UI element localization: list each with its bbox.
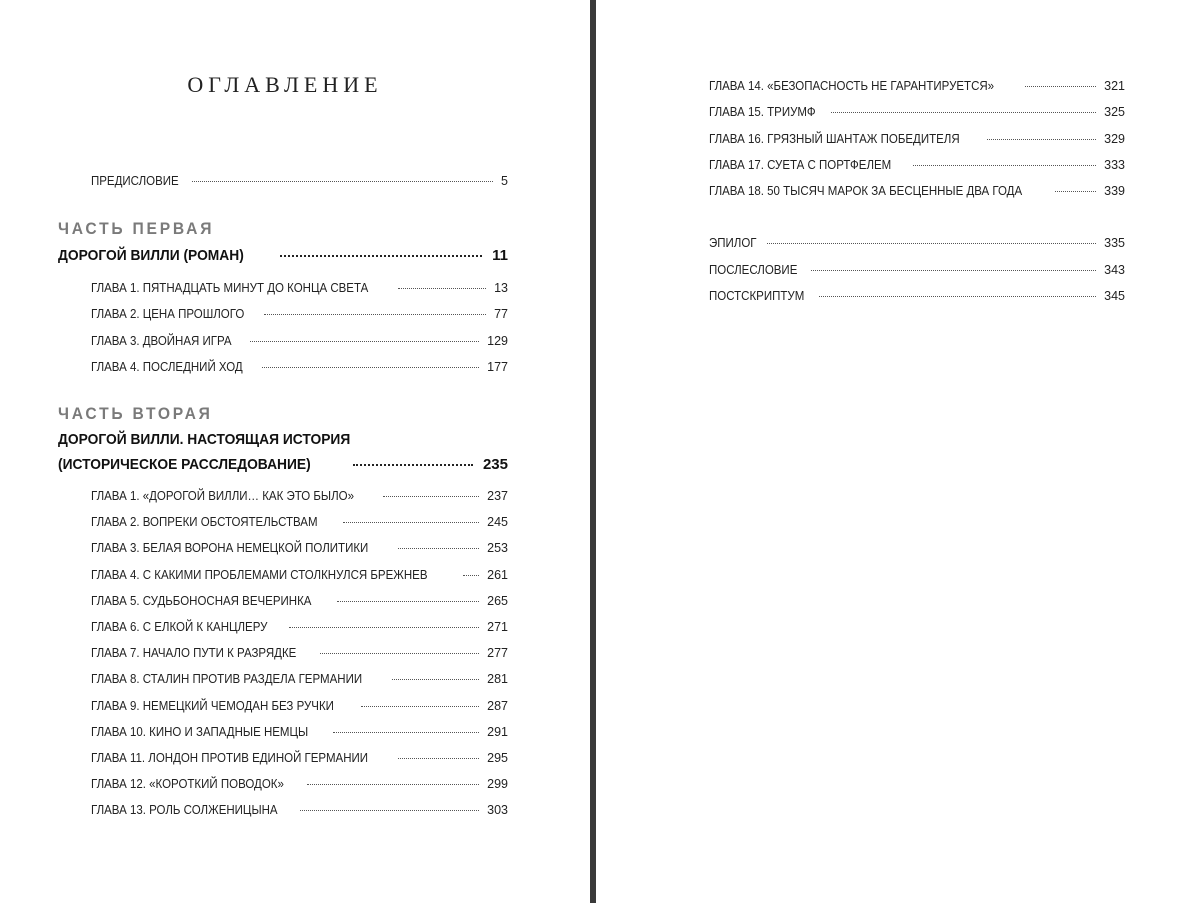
dot-leader — [767, 243, 1096, 244]
toc-entry-chapter[interactable] — [91, 334, 508, 348]
entry-page: 5 — [501, 174, 508, 188]
dot-leader — [987, 139, 1096, 140]
dot-leader — [398, 288, 486, 289]
toc-entry-chapter[interactable] — [91, 803, 508, 817]
toc-entry-chapter[interactable] — [91, 489, 508, 503]
toc-entry-chapter[interactable] — [709, 105, 1125, 119]
entry-label: ГЛАВА 3. БЕЛАЯ ВОРОНА НЕМЕЦКОЙ ПОЛИТИКИ — [91, 541, 369, 556]
entry-label: ГЛАВА 6. С ЕЛКОЙ К КАНЦЛЕРУ — [91, 620, 268, 634]
dot-leader — [1025, 86, 1096, 87]
toc-entry-chapter[interactable] — [91, 725, 508, 739]
toc-entry-chapter[interactable] — [91, 594, 508, 608]
toc-entry-chapter[interactable] — [91, 751, 508, 765]
entry-page: 235 — [482, 456, 508, 473]
toc-title: ОГЛАВЛЕНИЕ — [187, 72, 383, 97]
dot-leader — [264, 314, 486, 315]
entry-label: ГЛАВА 16. ГРЯЗНЫЙ ШАНТАЖ ПОБЕДИТЕЛЯ — [709, 131, 960, 146]
entry-page: 261 — [487, 567, 508, 582]
dot-leader — [398, 548, 479, 549]
left-page — [0, 0, 590, 903]
entry-label: ГЛАВА 13. РОЛЬ СОЛЖЕНИЦЫНА — [91, 803, 278, 818]
toc-entry-chapter[interactable] — [91, 307, 508, 321]
dot-leader — [333, 732, 479, 733]
entry-page: 281 — [487, 672, 508, 687]
entry-label: ГЛАВА 18. 50 ТЫСЯЧ МАРОК ЗА БЕСЦЕННЫЕ ДВА ГОДА — [709, 184, 1023, 199]
part-title: (ИСТОРИЧЕСКОЕ РАССЛЕДОВАНИЕ) — [58, 456, 311, 473]
toc-entry-chapter[interactable] — [91, 777, 508, 791]
entry-page: 303 — [487, 803, 508, 818]
toc-entry-chapter[interactable] — [91, 646, 508, 660]
entry-label: ГЛАВА 12. «КОРОТКИЙ ПОВОДОК» — [91, 777, 284, 792]
dot-leader — [343, 522, 479, 523]
toc-entry-chapter[interactable] — [91, 620, 508, 634]
entry-page: 325 — [1104, 105, 1125, 120]
entry-label: ГЛАВА 17. СУЕТА С ПОРТФЕЛЕМ — [709, 157, 892, 172]
toc-entry-chapter[interactable] — [91, 360, 508, 374]
toc-entry-chapter[interactable] — [91, 281, 508, 295]
entry-page: 277 — [487, 646, 508, 661]
entry-page: 299 — [487, 777, 508, 792]
toc-entry-chapter[interactable] — [91, 515, 508, 529]
toc-entry-chapter[interactable] — [91, 672, 508, 686]
dot-leader — [320, 653, 479, 654]
entry-page: 245 — [487, 515, 508, 530]
dot-leader — [300, 810, 479, 811]
entry-label: ПОСЛЕСЛОВИЕ — [709, 262, 798, 277]
entry-label: ГЛАВА 15. ТРИУМФ — [709, 105, 816, 120]
dot-leader — [289, 627, 479, 628]
dot-leader — [811, 270, 1096, 271]
entry-page: 295 — [487, 751, 508, 765]
dot-leader — [262, 367, 479, 368]
dot-leader — [337, 601, 480, 602]
entry-page: 13 — [494, 281, 508, 295]
entry-label: ГЛАВА 9. НЕМЕЦКИЙ ЧЕМОДАН БЕЗ РУЧКИ — [91, 698, 334, 713]
entry-label: ГЛАВА 2. ЦЕНА ПРОШЛОГО — [91, 307, 245, 322]
entry-label: ГЛАВА 3. ДВОЙНАЯ ИГРА — [91, 333, 232, 348]
part-one-label: ЧАСТЬ ПЕРВАЯ — [58, 219, 215, 238]
entry-label: ПРЕДИСЛОВИЕ — [91, 174, 179, 188]
entry-page: 253 — [487, 541, 508, 556]
part-title: ДОРОГОЙ ВИЛЛИ (РОМАН) — [58, 247, 244, 264]
toc-entry-chapter[interactable] — [709, 79, 1125, 93]
entry-label: ПОСТСКРИПТУМ — [709, 289, 805, 303]
entry-label: ГЛАВА 1. ПЯТНАДЦАТЬ МИНУТ ДО КОНЦА СВЕТА — [91, 281, 369, 295]
toc-entry-part-two[interactable] — [58, 456, 508, 473]
toc-entry-chapter[interactable] — [91, 568, 508, 582]
entry-page: 343 — [1104, 262, 1125, 277]
entry-label: ГЛАВА 14. «БЕЗОПАСНОСТЬ НЕ ГАРАНТИРУЕТСЯ» — [709, 79, 995, 93]
entry-page: 329 — [1104, 131, 1125, 146]
toc-entry-back-matter[interactable] — [709, 289, 1125, 303]
part-two-label: ЧАСТЬ ВТОРАЯ — [58, 404, 213, 423]
toc-entry-part-one[interactable] — [58, 247, 508, 264]
dot-leader — [1055, 191, 1096, 192]
entry-page: 11 — [492, 247, 508, 264]
dot-leader — [192, 181, 493, 182]
dot-leader — [361, 706, 479, 707]
entry-page: 339 — [1104, 184, 1125, 199]
entry-page: 265 — [487, 593, 508, 608]
entry-page: 287 — [487, 698, 508, 713]
toc-entry-chapter[interactable] — [709, 158, 1125, 172]
entry-label: ГЛАВА 4. С КАКИМИ ПРОБЛЕМАМИ СТОЛКНУЛСЯ БРЕЖНЕВ — [91, 567, 428, 582]
entry-page: 321 — [1104, 79, 1125, 93]
entry-label: ГЛАВА 8. СТАЛИН ПРОТИВ РАЗДЕЛА ГЕРМАНИИ — [91, 672, 363, 687]
entry-page: 335 — [1104, 236, 1125, 250]
toc-entry-back-matter[interactable] — [709, 236, 1125, 250]
dot-leader — [913, 165, 1096, 166]
part-two-title-line1[interactable]: ДОРОГОЙ ВИЛЛИ. НАСТОЯЩАЯ ИСТОРИЯ — [58, 431, 351, 448]
entry-page: 77 — [494, 307, 508, 322]
dot-leader — [398, 758, 479, 759]
entry-page: 345 — [1104, 289, 1125, 303]
entry-page: 333 — [1104, 157, 1125, 172]
entry-page: 177 — [487, 359, 508, 374]
right-page — [596, 0, 1182, 903]
entry-label: ГЛАВА 7. НАЧАЛО ПУТИ К РАЗРЯДКЕ — [91, 646, 297, 661]
toc-entry-chapter[interactable] — [709, 184, 1125, 198]
dot-leader — [280, 255, 482, 257]
dot-leader — [831, 112, 1096, 113]
entry-label: ГЛАВА 11. ЛОНДОН ПРОТИВ ЕДИНОЙ ГЕРМАНИИ — [91, 751, 369, 765]
entry-label: ГЛАВА 5. СУДЬБОНОСНАЯ ВЕЧЕРИНКА — [91, 593, 312, 608]
toc-entry-back-matter[interactable] — [709, 263, 1125, 277]
dot-leader — [463, 575, 479, 576]
entry-label: ГЛАВА 10. КИНО И ЗАПАДНЫЕ НЕМЦЫ — [91, 724, 309, 739]
dot-leader — [307, 784, 479, 785]
dot-leader — [353, 464, 473, 466]
entry-page: 271 — [487, 620, 508, 634]
entry-page: 129 — [487, 333, 508, 348]
dot-leader — [392, 679, 479, 680]
entry-label: ГЛАВА 4. ПОСЛЕДНИЙ ХОД — [91, 359, 243, 374]
dot-leader — [819, 296, 1097, 297]
dot-leader — [383, 496, 479, 497]
toc-entry-chapter[interactable] — [91, 541, 508, 555]
entry-label: ЭПИЛОГ — [709, 236, 757, 250]
entry-label: ГЛАВА 1. «ДОРОГОЙ ВИЛЛИ… КАК ЭТО БЫЛО» — [91, 489, 355, 503]
entry-label: ГЛАВА 2. ВОПРЕКИ ОБСТОЯТЕЛЬСТВАМ — [91, 515, 318, 530]
entry-page: 237 — [487, 489, 508, 503]
entry-page: 291 — [487, 724, 508, 739]
toc-entry-chapter[interactable] — [709, 132, 1125, 146]
dot-leader — [250, 341, 479, 342]
toc-entry-preface[interactable] — [91, 174, 508, 188]
toc-entry-chapter[interactable] — [91, 699, 508, 713]
